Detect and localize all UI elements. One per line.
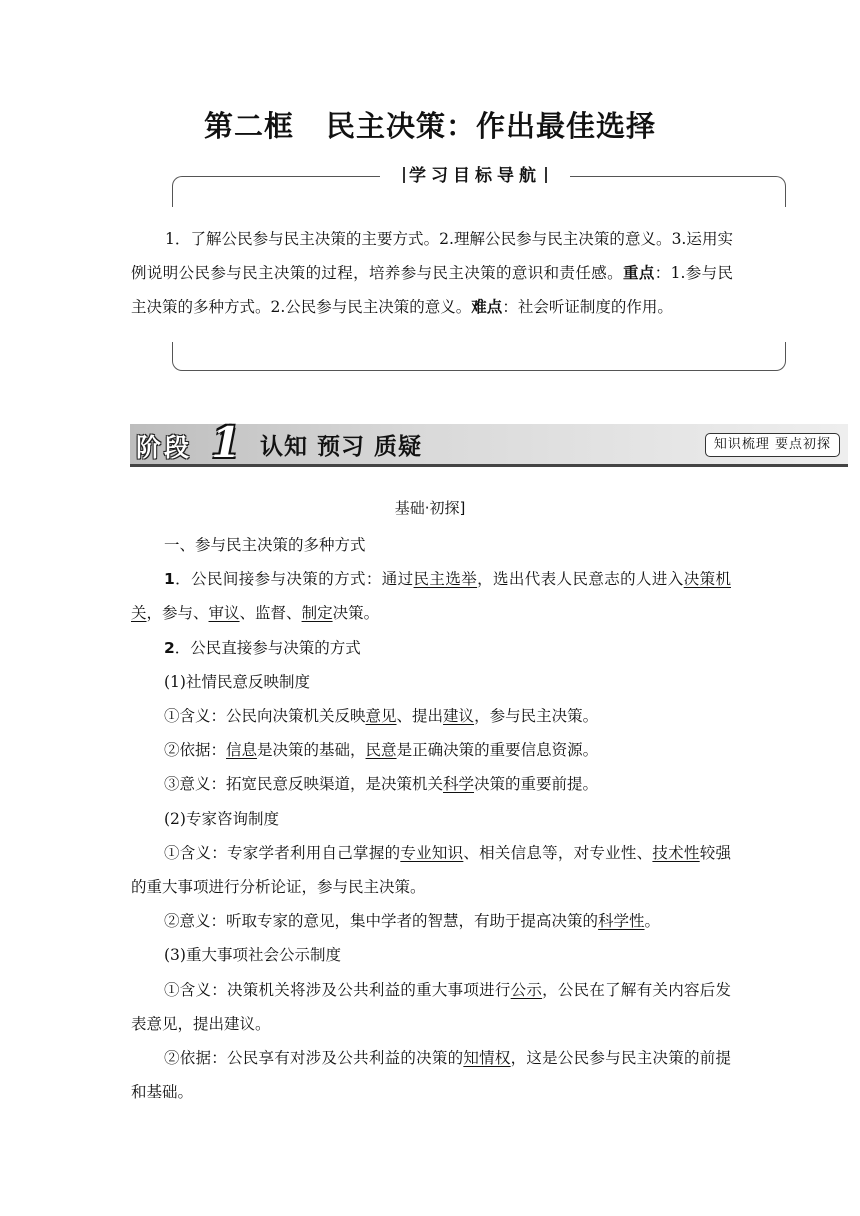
underlined-term: 科学 xyxy=(443,775,475,794)
underlined-term: 技术性 xyxy=(652,843,700,862)
stage-banner xyxy=(130,418,848,467)
underlined-term: 建议 xyxy=(443,707,475,726)
text: 决策的重要前提。 xyxy=(474,775,599,794)
underlined-term: 知情权 xyxy=(463,1049,511,1068)
subheading-1: (1)社情民意反映制度 xyxy=(164,672,310,691)
text: 是决策的基础， xyxy=(257,741,366,760)
text: 决策。 xyxy=(332,604,380,623)
stage-tag: 知识梳理 要点初探 xyxy=(705,433,840,457)
key-point-label: 重点 xyxy=(622,264,655,282)
paragraph-s2a xyxy=(131,836,731,904)
objectives-label-text: 学习目标导航 xyxy=(409,166,541,186)
objectives-frame-bottom xyxy=(172,342,786,371)
text: ，这是公民参与民主决策的前提和基础。 xyxy=(131,1049,731,1102)
page-title xyxy=(0,104,860,145)
text: ③意义：拓宽民意反映渠道，是决策机关 xyxy=(164,775,444,794)
stage-heading: 认知 预习 质疑 xyxy=(260,434,423,460)
heading-1: 一、参与民主决策的多种方式 xyxy=(164,536,366,554)
text: ，参与民主决策。 xyxy=(474,707,599,726)
subheading-2: (2)专家咨询制度 xyxy=(164,809,279,828)
underlined-term: 信息 xyxy=(226,741,258,760)
text: 、相关信息等，对专业性、 xyxy=(463,843,653,862)
text: 是正确决策的重要信息资源。 xyxy=(396,741,599,760)
text: ②依据：公民享有对涉及公共利益的决策的 xyxy=(164,1049,464,1068)
underlined-term: 民意 xyxy=(365,741,397,760)
paragraph-s3a xyxy=(131,973,731,1041)
objectives-text-2: ：1.参与民主决策的多种方式。2.公民参与民主决策的意义。 xyxy=(131,264,733,316)
underlined-term: 制定 xyxy=(301,604,333,623)
underlined-term: 审议 xyxy=(208,604,240,623)
text: ，公民在了解有关内容后发表意见，提出建议。 xyxy=(131,980,731,1033)
paragraph-s1c xyxy=(131,767,731,801)
paragraph-s3b xyxy=(131,1041,731,1109)
objectives-label xyxy=(380,164,570,188)
text: ，参与、 xyxy=(146,604,209,623)
learning-objectives xyxy=(131,222,733,324)
underlined-term: 公示 xyxy=(510,980,543,999)
paragraph-s1b xyxy=(131,733,731,767)
difficult-point-label: 难点 xyxy=(471,298,503,316)
objectives-text-3: ：社会听证制度的作用。 xyxy=(502,298,673,316)
subheading-3: (3)重大事项社会公示制度 xyxy=(164,946,341,965)
text: 较强的重大事项进行分析论证，参与民主决策。 xyxy=(131,843,731,897)
paragraph-s2b xyxy=(131,904,731,938)
underlined-term: 决策机关 xyxy=(131,570,731,623)
text: ②依据： xyxy=(164,741,227,760)
text: ①含义：公民向决策机关反映 xyxy=(164,707,366,726)
stage-word: 阶段 xyxy=(136,433,193,462)
item-number: 1 xyxy=(164,570,175,589)
main-content xyxy=(131,528,731,1109)
text: ①含义：决策机关将涉及公共利益的重大事项进行 xyxy=(164,980,511,999)
title-part2: 民主决策：作出最佳选择 xyxy=(326,109,657,143)
text: 、提出 xyxy=(396,707,444,726)
text: 、监督、 xyxy=(239,604,302,623)
text: ．公民直接参与决策的方式 xyxy=(174,638,361,657)
underlined-term: 科学性 xyxy=(598,912,645,931)
paragraph-1 xyxy=(131,562,731,630)
text: 。 xyxy=(644,912,661,931)
text: ①含义：专家学者利用自己掌握的 xyxy=(164,843,401,862)
paragraph-s1a xyxy=(131,699,731,733)
underlined-term: 专业知识 xyxy=(400,843,464,862)
text: ．公民间接参与决策的方式：通过 xyxy=(174,570,414,589)
paragraph-2 xyxy=(131,631,731,665)
stage-number: 1 xyxy=(211,418,241,467)
objectives-text-1: 1．了解公民参与民主决策的主要方式。2.理解公民参与民主决策的意义。3.运用实例说明公民参与民主决策的过程，培养参与民主决策的意识和责任感。 xyxy=(131,230,733,282)
title-part1: 第二框 xyxy=(203,109,294,143)
section-label: 基础·初探] xyxy=(394,499,466,517)
text: ，选出代表人民意志的人进入 xyxy=(477,570,684,589)
item-number: 2 xyxy=(164,638,175,657)
text: ②意义：听取专家的意见，集中学者的智慧，有助于提高决策的 xyxy=(164,912,599,931)
underlined-term: 意见 xyxy=(365,707,397,726)
underlined-term: 民主选举 xyxy=(413,570,478,589)
